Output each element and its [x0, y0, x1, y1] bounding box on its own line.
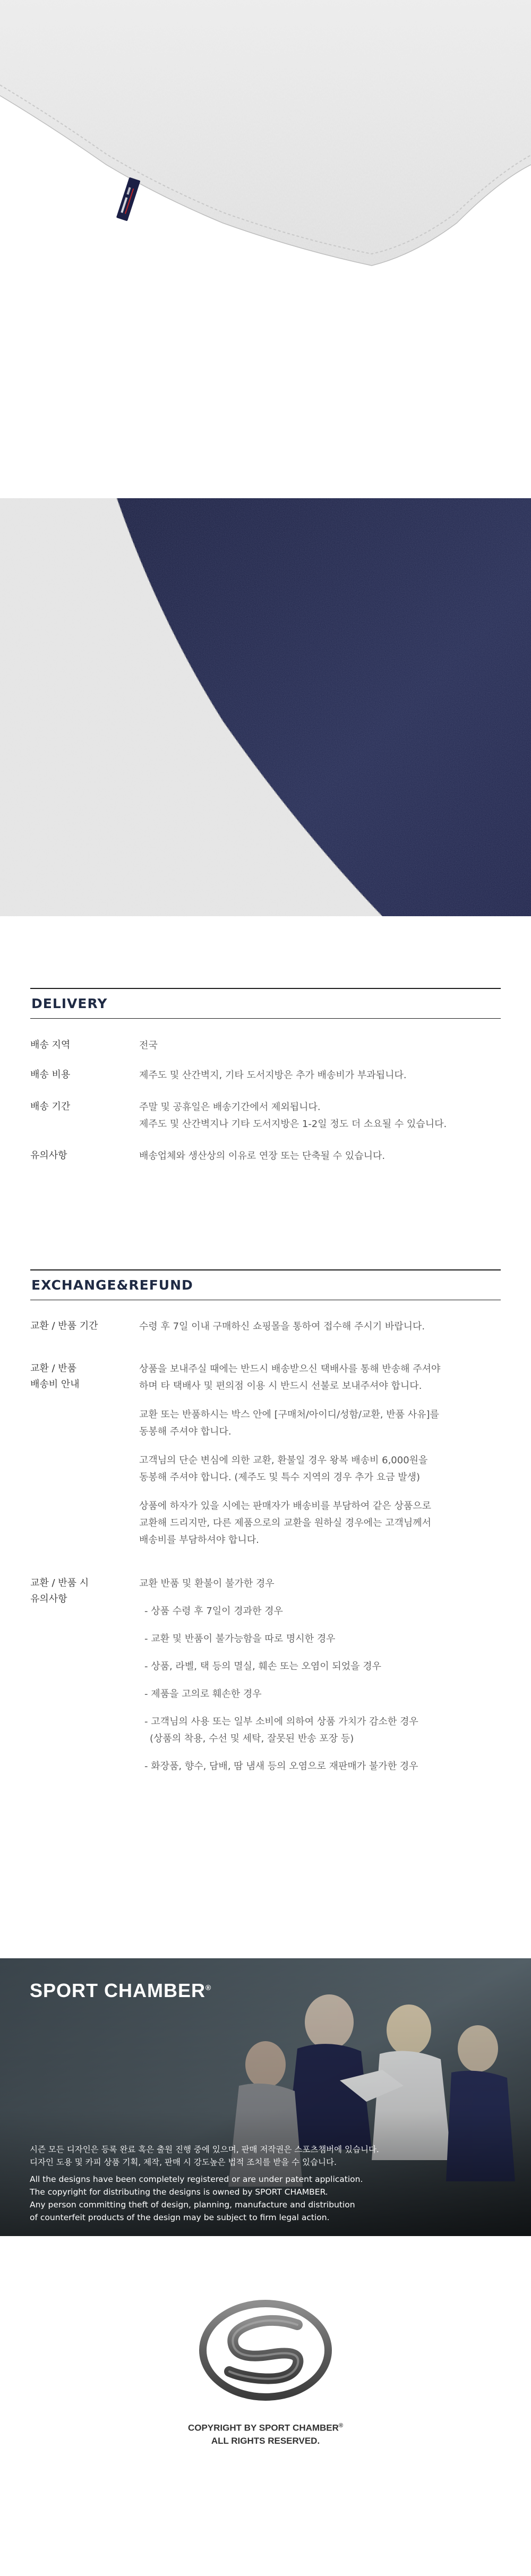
notice-line: The copyright for distributing the designs is owned by SPORT CHAMBER.: [30, 2187, 328, 2197]
delivery-cost-label: 배송 비용: [30, 1069, 71, 1080]
exchange-shipping-text: [139, 1361, 501, 1560]
tshirt-hem-photo: [0, 0, 531, 340]
notice-line: Any person committing theft of design, planning, manufacture and distribution: [30, 2200, 355, 2210]
paragraph-line: 교환 또는 반품하시는 박스 안에 [구매처/아이디/성함/교환, 반품 사유]를: [139, 1409, 439, 1420]
exchange-shipping-label: [30, 1361, 139, 1560]
caution-item: [144, 1603, 501, 1620]
notice-line: of counterfeit products of the design may be subject to firm legal action.: [30, 2213, 330, 2222]
exchange-row-caution: [30, 1575, 501, 1786]
caution-item: [144, 1658, 501, 1675]
delivery-header: [30, 988, 501, 1019]
registered-mark: ®: [205, 1983, 212, 1992]
delivery-period-line: 제주도 및 산간벽지나 기타 도서지방은 1-2일 정도 더 소요될 수 있습니다.: [139, 1119, 447, 1130]
delivery-row-note: [30, 1148, 501, 1169]
paragraph-line: 동봉해 주셔야 합니다. (제주도 및 특수 지역의 경우 추가 요금 발생): [139, 1472, 421, 1483]
exchange-shipping-label-line: 배송비 안내: [30, 1379, 80, 1390]
delivery-row-period: [30, 1099, 501, 1148]
caution-item-line: - 상품, 라벨, 택 등의 멸실, 훼손 또는 오염이 되었을 경우: [144, 1661, 382, 1672]
exchange-row-period: [30, 1318, 501, 1361]
shipping-paragraph: [139, 1406, 501, 1440]
notice-line: 시즌 모든 디자인은 등록 완료 혹은 출원 진행 중에 있으며, 판매 저작권은 스포츠챔버에 있습니다.: [30, 2145, 379, 2154]
paragraph-line: 상품에 하자가 있을 시에는 판매자가 배송비를 부담하여 같은 상품으로: [139, 1500, 432, 1512]
sport-chamber-logo: [30, 1980, 211, 2002]
caution-item: [144, 1713, 501, 1747]
shipping-paragraph: [139, 1452, 501, 1486]
exchange-caution-label-line: 유의사항: [30, 1593, 67, 1605]
sport-chamber-emblem-icon: [196, 2297, 335, 2403]
copyright-notice: [30, 2143, 433, 2224]
logo-wordmark: SPORT CHAMBER: [30, 1980, 206, 2001]
exchange-period-text: 수령 후 7일 이내 구매하신 쇼핑몰을 통하여 접수해 주시기 바랍니다.: [139, 1321, 425, 1332]
caution-item-line: (상품의 착용, 수선 및 세탁, 잘못된 반송 포장 등): [150, 1733, 354, 1744]
caution-intro: 교환 반품 및 환불이 불가한 경우: [139, 1578, 275, 1589]
footer-copyright: [133, 2419, 398, 2447]
delivery-area-label: 배송 지역: [30, 1039, 71, 1051]
paragraph-line: 교환해 드리지만, 다른 제품으로의 교환을 원하실 경우에는 고객님께서: [139, 1517, 432, 1529]
registered-mark: ®: [338, 2423, 344, 2429]
brand-banner: [0, 1958, 531, 2236]
delivery-period-text: [139, 1099, 501, 1148]
exchange-section: [30, 1269, 501, 1786]
exchange-caution-text: [139, 1575, 501, 1786]
exchange-caution-label-line: 교환 / 반품 시: [30, 1577, 89, 1589]
caution-item: [144, 1631, 501, 1648]
exchange-caution-label: [30, 1575, 139, 1786]
exchange-title: EXCHANGE&REFUND: [31, 1277, 193, 1293]
delivery-row-area: [30, 1037, 501, 1067]
caution-item: [144, 1758, 501, 1775]
shipping-paragraph: [139, 1361, 501, 1395]
paragraph-line: 배송비를 부담하셔야 합니다.: [139, 1534, 259, 1546]
caution-item-line: - 제품을 고의로 훼손한 경우: [144, 1688, 262, 1700]
exchange-shipping-label-line: 교환 / 반품: [30, 1363, 77, 1374]
caution-item: [144, 1686, 501, 1703]
delivery-area-text: 전국: [139, 1040, 158, 1051]
delivery-row-cost: [30, 1067, 501, 1099]
delivery-title: DELIVERY: [31, 996, 108, 1011]
paragraph-line: 동봉해 주셔야 합니다.: [139, 1426, 232, 1437]
delivery-note-label: 유의사항: [30, 1150, 67, 1161]
caution-item-line: - 고객님의 사용 또는 일부 소비에 의하여 상품 가치가 감소한 경우: [144, 1716, 418, 1727]
exchange-row-shipping: [30, 1361, 501, 1560]
exchange-period-label: 교환 / 반품 기간: [30, 1320, 98, 1332]
caution-item-line: - 상품 수령 후 7일이 경과한 경우: [144, 1606, 283, 1617]
paragraph-line: 상품을 보내주실 때에는 반드시 배송받으신 택배사를 통해 반송해 주셔야: [139, 1363, 441, 1375]
caution-list: [139, 1603, 501, 1775]
delivery-period-label: 배송 기간: [30, 1101, 71, 1112]
shipping-paragraph: [139, 1498, 501, 1549]
delivery-section: [30, 988, 501, 1169]
notice-line: All the designs have been completely registered or are under patent application.: [30, 2174, 363, 2184]
delivery-note-text: 배송업체와 생산상의 이유로 연장 또는 단축될 수 있습니다.: [139, 1150, 386, 1162]
exchange-header: [30, 1269, 501, 1300]
notice-line: 디자인 도용 및 카피 상품 기획, 제작, 판매 시 강도높은 법적 조치를 받을 수 있습니다.: [30, 2157, 337, 2167]
footer-rights-line: ALL RIGHTS RESERVED.: [211, 2435, 320, 2446]
caution-item-line: - 교환 및 반품이 불가능함을 따로 명시한 경우: [144, 1633, 336, 1644]
delivery-cost-text: 제주도 및 산간벽지, 기타 도서지방은 추가 배송비가 부과됩니다.: [139, 1070, 407, 1081]
caution-item-line: - 화장품, 향수, 담배, 땀 냄새 등의 오염으로 재판매가 불가한 경우: [144, 1761, 418, 1772]
footer-copyright-line: [133, 2419, 398, 2435]
paragraph-line: 고객님의 단순 변심에 의한 교환, 환불일 경우 왕복 배송비 6,000원을: [139, 1455, 428, 1466]
copyright-text: COPYRIGHT BY SPORT CHAMBER: [187, 2423, 339, 2433]
delivery-period-line: 주말 및 공휴일은 배송기간에서 제외됩니다.: [139, 1102, 321, 1113]
paragraph-line: 하며 타 택배사 및 편의점 이용 시 반드시 선불로 보내주셔야 합니다.: [139, 1380, 422, 1392]
fabric-closeup-photo: [0, 498, 531, 916]
